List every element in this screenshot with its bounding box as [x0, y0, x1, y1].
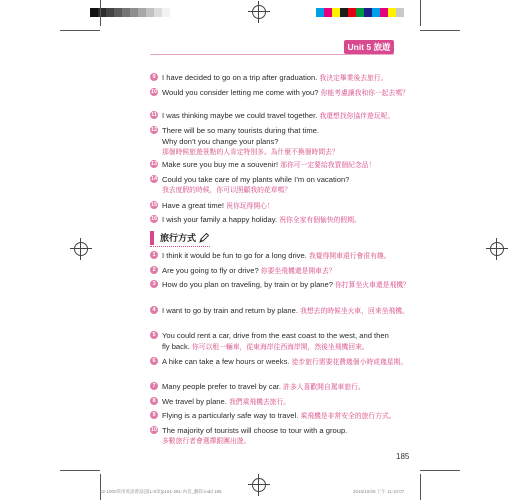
print-slug-left: 02-1000常用英語會話(第1-8章)p161-281-內頁_翻印.indd 185 — [100, 489, 222, 494]
phrase-number-badge: 10 — [150, 427, 158, 433]
phrase-number-badge: 16 — [150, 216, 158, 222]
phrase-text — [162, 125, 410, 158]
phrase-text — [162, 425, 410, 447]
gray-swatch — [122, 8, 130, 17]
trim-mark — [420, 30, 460, 31]
phrase-text — [162, 200, 410, 212]
english-phrase: I think it would be fun to go for a long drive. — [162, 251, 307, 260]
registration-mark-bottom — [248, 474, 270, 496]
english-phrase: How do you plan on traveling, by train or by plane? — [162, 280, 333, 289]
phrase-number-badge: 9 — [150, 73, 158, 81]
phrase-item — [150, 200, 410, 212]
phrase-number-badge: 9 — [150, 411, 158, 419]
pencil-icon — [198, 232, 210, 244]
english-phrase: We travel by plane. — [162, 397, 227, 406]
print-slug-right: 2015/10/26 上午 11:10:07 — [353, 489, 405, 494]
chinese-translation: 祝你全家有個愉快的假期。 — [279, 217, 361, 224]
gray-swatch — [146, 8, 154, 17]
english-phrase-continued: fly back. — [162, 342, 190, 351]
chinese-translation: 那個時候旅遊景點的人肯定特別多。為什麼不換個時間去？ — [162, 149, 339, 156]
english-phrase: I wish your family a happy holiday. — [162, 215, 278, 224]
phrase-number-badge: 2 — [150, 266, 158, 274]
phrase-number-badge: 8 — [150, 397, 158, 405]
english-phrase: Are you going to fly or drive? — [162, 266, 259, 275]
english-phrase: Many people prefer to travel by car. — [162, 382, 282, 391]
color-swatch — [316, 8, 324, 17]
english-phrase: A hike can take a few hours or weeks. — [162, 357, 290, 366]
english-phrase: Make sure you buy me a souvenir! — [162, 160, 279, 169]
chinese-translation: 你打算坐火車還是飛機？ — [335, 282, 410, 289]
phrase-number-badge: 6 — [150, 357, 158, 365]
phrase-item — [150, 174, 410, 196]
phrase-item — [150, 125, 410, 158]
phrase-text — [162, 87, 410, 99]
phrase-number-badge: 1 — [150, 251, 158, 259]
chinese-translation: 乘飛機是非常安全的旅行方式。 — [300, 413, 396, 420]
registration-mark-top — [248, 1, 270, 23]
color-swatch — [388, 8, 396, 17]
phrase-item — [150, 159, 410, 171]
phrase-item — [150, 410, 410, 422]
english-phrase: I want to go by train and return by plane. — [162, 306, 298, 315]
phrase-item — [150, 87, 410, 99]
phrase-number-badge: 12 — [150, 127, 158, 133]
color-swatch — [380, 8, 388, 17]
color-swatch — [364, 8, 372, 17]
phrase-number-badge: 11 — [151, 112, 157, 118]
chinese-translation: 我還想找你協伴遊玩呢。 — [319, 113, 395, 120]
gray-swatch — [114, 8, 122, 17]
color-swatch — [348, 8, 356, 17]
trim-mark — [100, 0, 101, 26]
phrase-item — [150, 305, 410, 317]
chinese-translation: 祝你玩得開心！ — [226, 203, 274, 210]
chinese-translation: 我決定畢業後去旅行。 — [319, 75, 388, 82]
unit-badge: Unit 5 旅遊 — [344, 40, 394, 54]
chinese-translation: 你能考慮讓我和你一起去嗎？ — [320, 90, 409, 97]
phrase-item — [150, 110, 410, 122]
phrase-text — [162, 72, 410, 84]
phrase-text — [162, 265, 410, 277]
english-phrase: Flying is a particularly safe way to travel. — [162, 411, 299, 420]
phrase-text — [162, 330, 410, 353]
trim-mark — [100, 474, 101, 500]
registration-mark-left — [70, 238, 92, 260]
page-number: 185 — [396, 452, 410, 461]
gray-swatch — [162, 8, 170, 17]
phrase-text — [162, 279, 410, 291]
color-swatch — [396, 8, 404, 17]
phrase-item — [150, 330, 410, 353]
english-phrase: There will be so many tourists during that time. — [162, 126, 320, 135]
phrase-number-badge: 3 — [150, 280, 158, 288]
trim-mark — [60, 30, 100, 31]
phrase-text — [162, 250, 410, 262]
chinese-translation: 我們乘飛機去旅行。 — [229, 399, 291, 406]
phrase-item — [150, 396, 410, 408]
phrase-number-badge: 13 — [150, 161, 158, 167]
english-phrase: Could you take care of my plants while I’m on vacation? — [162, 175, 350, 184]
registration-mark-right — [486, 238, 508, 260]
chinese-translation: 我想去的時候坐火車，回來坐飛機。 — [300, 308, 409, 315]
phrase-number-badge: 14 — [150, 176, 158, 182]
english-phrase: Have a great time! — [162, 201, 225, 210]
phrase-item — [150, 279, 410, 291]
phrase-item — [150, 250, 410, 262]
phrase-text — [162, 305, 410, 317]
phrase-text — [162, 174, 410, 196]
phrase-item — [150, 72, 410, 84]
color-swatch — [340, 8, 348, 17]
phrase-text — [162, 381, 410, 393]
chinese-translation: 徒步旅行需要花費幾個小時或幾星期。 — [291, 359, 408, 366]
phrase-number-badge: 4 — [150, 306, 158, 314]
gray-swatch — [106, 8, 114, 17]
trim-mark — [420, 0, 421, 26]
chinese-translation: 我去度假的時候，你可以照顧我的花草嗎？ — [162, 187, 292, 194]
english-phrase: The majority of tourists will choose to tour with a group. — [162, 426, 348, 435]
english-phrase: Would you consider letting me come with you? — [162, 88, 319, 97]
color-swatch — [324, 8, 332, 17]
phrase-item — [150, 425, 410, 447]
color-swatch — [332, 8, 340, 17]
chinese-translation: 你可以租一輛車，從東海岸往西海岸開，然後坐飛機回來。 — [191, 344, 369, 351]
gray-swatch — [130, 8, 138, 17]
phrase-text — [162, 410, 410, 422]
gray-swatch — [90, 8, 98, 17]
chinese-translation: 你要坐飛機還是開車去？ — [260, 268, 336, 275]
trim-mark — [60, 470, 100, 471]
phrase-number-badge: 7 — [150, 382, 158, 390]
chinese-translation: 許多人喜歡開自駕車旅行。 — [283, 384, 365, 391]
phrase-text — [162, 159, 410, 171]
trim-mark — [420, 474, 421, 500]
phrase-text — [162, 356, 410, 368]
gray-swatch — [138, 8, 146, 17]
section-title-underline — [150, 246, 210, 247]
english-phrase: I was thinking maybe we could travel together. — [162, 111, 318, 120]
chinese-translation: 我覺得開車遠行會很有趣。 — [308, 253, 391, 260]
phrase-number-badge: 15 — [150, 202, 158, 208]
english-phrase: You could rent a car, drive from the east coast to the west, and then — [162, 331, 389, 340]
chinese-translation: 那你可一定要給我買個紀念品！ — [280, 162, 376, 169]
phrase-item — [150, 265, 410, 277]
phrase-item — [150, 381, 410, 393]
header-rule — [150, 54, 394, 55]
phrase-number-badge: 5 — [150, 331, 158, 339]
trim-mark — [420, 470, 460, 471]
phrase-text — [162, 214, 410, 226]
phrase-item — [150, 356, 410, 368]
phrase-text — [162, 110, 410, 122]
english-phrase: I have decided to go on a trip after graduation. — [162, 73, 318, 82]
chinese-translation: 多數旅行者會選擇跟團出遊。 — [162, 438, 251, 445]
phrase-number-badge: 10 — [150, 89, 158, 95]
phrase-item — [150, 214, 410, 226]
color-swatch — [372, 8, 380, 17]
gray-swatch — [154, 8, 162, 17]
english-phrase-continued: Why don’t you change your plans? — [162, 137, 279, 146]
phrase-text — [162, 396, 410, 408]
section-title: 旅行方式 — [150, 231, 199, 245]
color-swatch — [356, 8, 364, 17]
